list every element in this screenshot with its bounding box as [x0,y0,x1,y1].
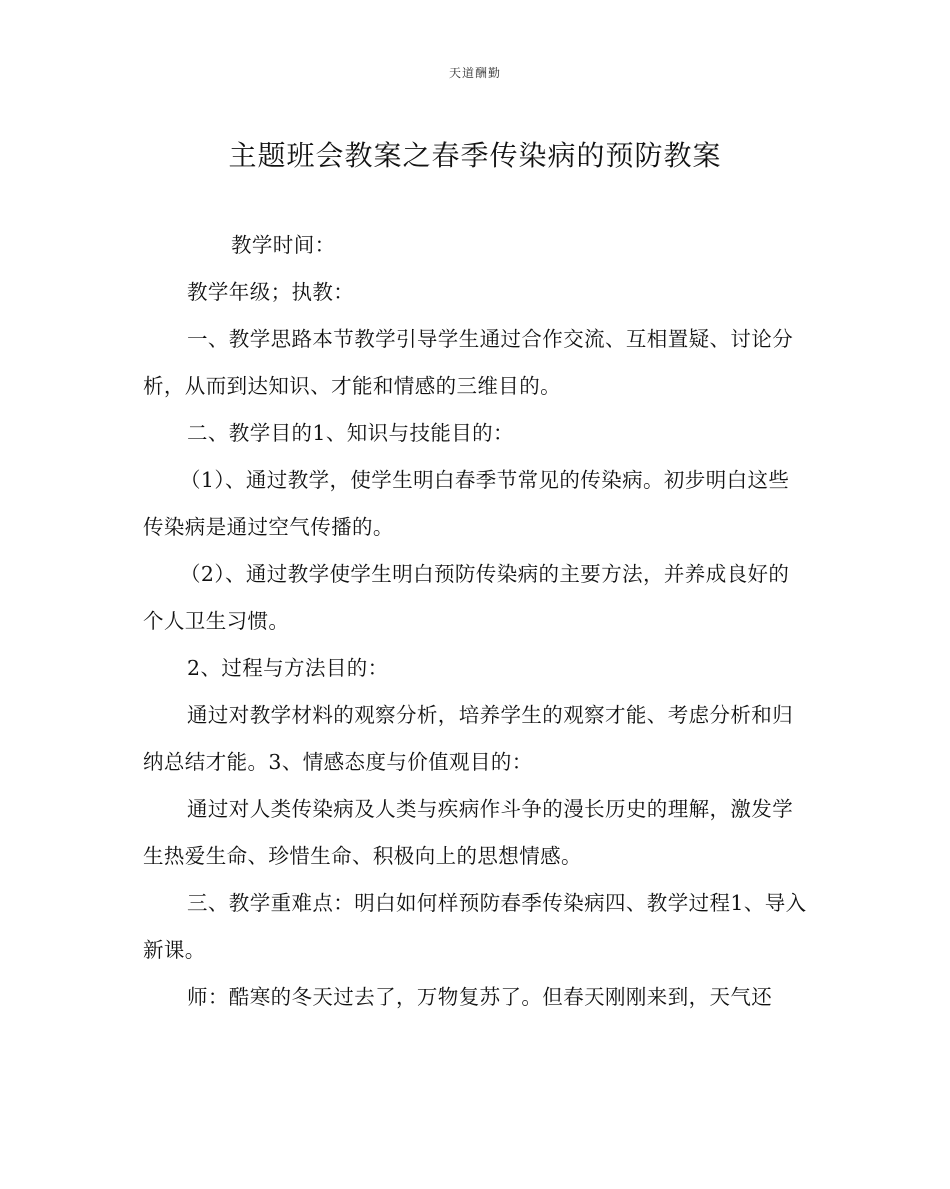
teaching-grade-line: 教学年级；执教： [187,280,355,304]
goal-item-1: （1）、通过教学，使学生明白春季节常见的传染病。初步明白这些传染病是通过空气传播的。 [143,468,790,539]
document-body [143,222,808,1021]
attitude-paragraph: 通过对人类传染病及人类与疾病作斗争的漫长历史的理解，激发学生热爱生命、珍惜生命、积极向上的思想情感。 [143,797,794,868]
section-process-method: 2、过程与方法目的： [187,656,389,680]
goal-item-2: （2）、通过教学使学生明白预防传染病的主要方法，并养成良好的个人卫生习惯。 [143,562,790,633]
section-teaching-approach: 一、教学思路本节教学引导学生通过合作交流、互相置疑、讨论分析，从而到达知识、才能和情感的三维目的。 [143,327,794,398]
teacher-intro-paragraph: 师：酷寒的冬天过去了，万物复苏了。但春天刚刚来到，天气还 [187,985,773,1009]
running-header: 天道酬勤 [448,66,501,80]
section-key-points: 三、教学重难点：明白如何样预防春季传染病四、教学过程1、导入新课。 [143,891,807,962]
teaching-time-line: 教学时间： [231,233,336,257]
section-teaching-goals: 二、教学目的1、知识与技能目的： [187,421,514,445]
document-title: 主题班会教案之春季传染病的预防教案 [228,139,722,172]
process-method-paragraph: 通过对教学材料的观察分析，培养学生的观察才能、考虑分析和归纳总结才能。3、情感态度与价值观目的： [143,703,794,774]
